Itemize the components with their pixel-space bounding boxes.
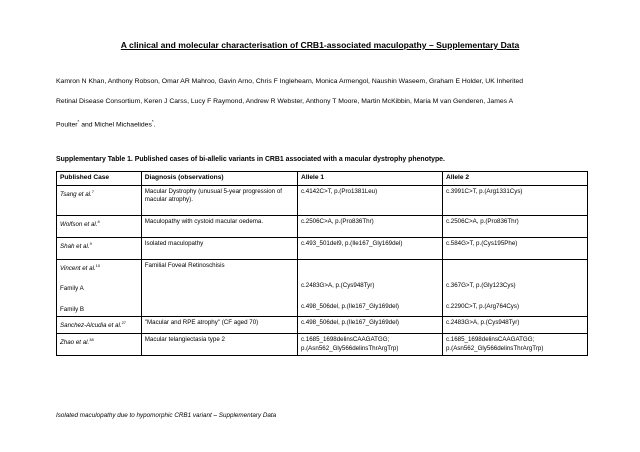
allele1-cell: c.493_501del9, p.(Ile167_Gly169del) [297,237,442,259]
diagnosis-cell: "Macular and RPE atrophy" (CF aged 70) [141,317,297,334]
authors-line: Kamron N Khan, Anthony Robson, Omar AR Mahroo, Gavin Arno, Chris F Inglehearn, Monica Armengol, Naushin Waseem, Graham E Holder, UK Inherited [56,78,524,85]
diagnosis-cell: Maculopathy with cystoid macular oedema. [141,215,297,237]
allele1-cell: c.2506C>A, p.(Pro836Thr) [297,215,442,237]
header-allele-1: Allele 1 [297,172,442,186]
header-published-case: Published Case [57,172,142,186]
cases-table [56,171,588,356]
allele1-cell: c.4142C>T, p.(Pro1381Leu) [297,185,442,215]
header-allele-2: Allele 2 [442,172,587,186]
corresponding-mark: * [151,119,154,124]
case-cell: Tsang et al.$^7$ [57,185,142,215]
diagnosis-cell: Macular telangiectasia type 2 [141,334,297,356]
allele2-cell: c.584G>T, p.(Cys195Phe) [442,237,587,259]
author-list [56,72,596,135]
family-a-label: Family A [60,285,84,293]
corresponding-mark: * [77,119,80,124]
case-cell: Zhao et al.$^{38}$ [57,334,142,356]
case-cell: Wolfson et al.$^8$ [57,215,142,237]
allele1-cell: c.2483G>A, p.(Cys948Tyr) c.498_506del, p.(Ile167_Gly169del) [297,259,442,317]
authors-line: Retinal Disease Consortium, Keren J Carss, Lucy F Raymond, Andrew R Webster, Anthony T Moore, Martin McKibbin, Maria M van Genderen, James A [56,98,514,105]
case-cell: Shah et al.$^9$ [57,237,142,259]
family-b-label: Family B [60,305,85,313]
authors-line [56,112,596,135]
case-cell: Vincent et al.$^{10}$ Family A Family B [57,259,142,317]
allele1-cell: c.498_506del, p.(Ile167_Gly169del) [297,317,442,334]
authors-end: . [153,121,156,129]
table-row [57,237,588,259]
allele2-cell: c.367G>T, p.(Gly123Cys) c.2290C>T, p.(Arg764Cys) [442,259,587,317]
case-cell: Sanchez-Alcudia et al.$^{27}$ [57,317,142,334]
allele2-cell: c.2506C>A, p.(Pro836Thr) [442,215,587,237]
table-header-row [57,172,588,186]
diagnosis-cell: Macular Dystrophy (unusual 5-year progression of macular atrophy). [141,185,297,215]
author-name: and Michel Michaelides [79,121,152,129]
table-caption: Supplementary Table 1. Published cases of bi-allelic variants in CRB1 associated with a macular dystrophy phenotype. [56,156,445,163]
header-diagnosis: Diagnosis (observations) [141,172,297,186]
document-title: A clinical and molecular characterisation of CRB1-associated maculopathy – Supplementary Data [120,40,520,50]
author-name: Poulter [56,121,78,129]
allele2-cell: c.1685_1698delinsCAAGATGG; p.(Asn562_Gly566delinsThrArgTrp) [442,334,587,356]
table-row [57,215,588,237]
table-row [57,185,588,215]
allele2-cell: c.2483G>A, p.(Cys948Tyr) [442,317,587,334]
diagnosis-cell: Isolated maculopathy [141,237,297,259]
allele2-cell: c.3991C>T, p.(Arg1331Cys) [442,185,587,215]
table-row [57,334,588,356]
table-row [57,259,588,317]
diagnosis-cell: Familial Foveal Retinoschisis [141,259,297,317]
page-footer: Isolated maculopathy due to hypomorphic CRB1 variant – Supplementary Data [56,412,277,419]
allele1-cell: c.1685_1698delinsCAAGATGG; p.(Asn562_Gly566delinsThrArgTrp) [297,334,442,356]
table-row [57,317,588,334]
